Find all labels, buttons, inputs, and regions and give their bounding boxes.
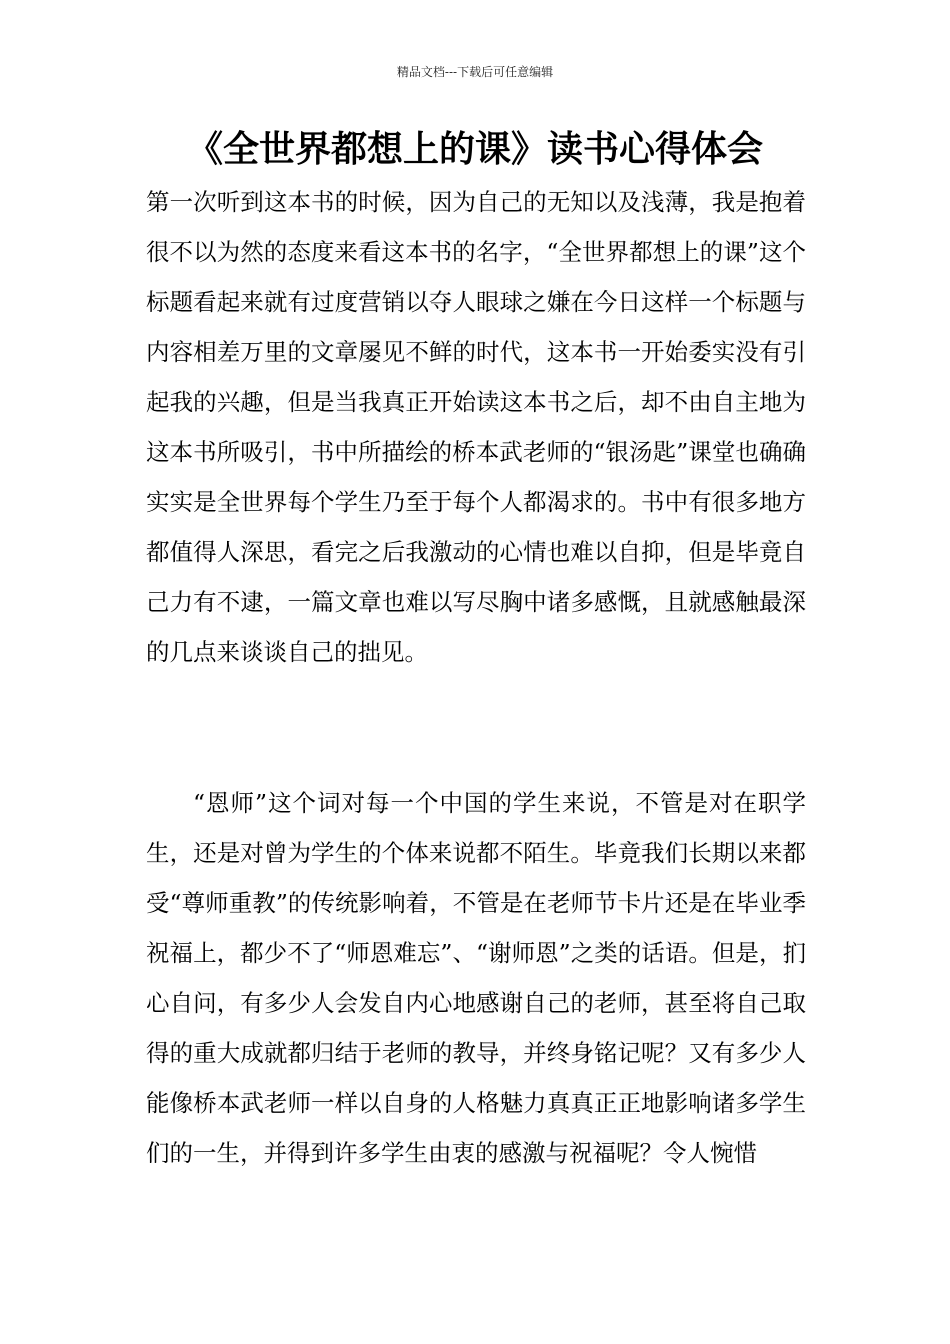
- body-paragraph-1: 第一次听到这本书的时候，因为自己的无知以及浅薄，我是抱着很不以为然的态度来看这本书的名字，“全世界都想上的课”这个标题看起来就有过度营销以夺人眼球之嫌在今日这样一个标题与内容相差万里的文章屡见不鲜的时代，这本书一开始委实没有引起我的兴趣，但是当我真正开始读这本书之后，却不由自主地为这本书所吸引，书中所描绘的桥本武老师的“银汤匙”课堂也确确实实是全世界每个学生乃至于每个人都渴求的。书中有很多地方都值得人深思，看完之后我激动的心情也难以自抑，但是毕竟自己力有不逮，一篇文章也难以写尽胸中诸多感慨，且就感触最深的几点来谈谈自己的拙见。: [146, 188, 806, 666]
- body-paragraph-2: “恩师”这个词对每一个中国的学生来说，不管是对在职学生，还是对曾为学生的个体来说都不陌生。毕竟我们长期以来都受“尊师重教”的传统影响着，不管是在老师节卡片还是在毕业季祝福上，都少不了“师恩难忘”、“谢师恩”之类的话语。但是，扪心自问，有多少人会发自内心地感谢自己的老师，甚至将自己取得的重大成就都归结于老师的教导，并终身铭记呢？又有多少人能像桥本武老师一样以自身的人格魅力真真正正地影响诸多学生们的一生，并得到许多学生由衷的感激与祝福呢？令人惋惜: [146, 789, 806, 1167]
- document-title: 《全世界都想上的课》读书心得体会: [186, 129, 763, 170]
- header-note: 精品文档---下载后可任意编辑: [396, 65, 554, 79]
